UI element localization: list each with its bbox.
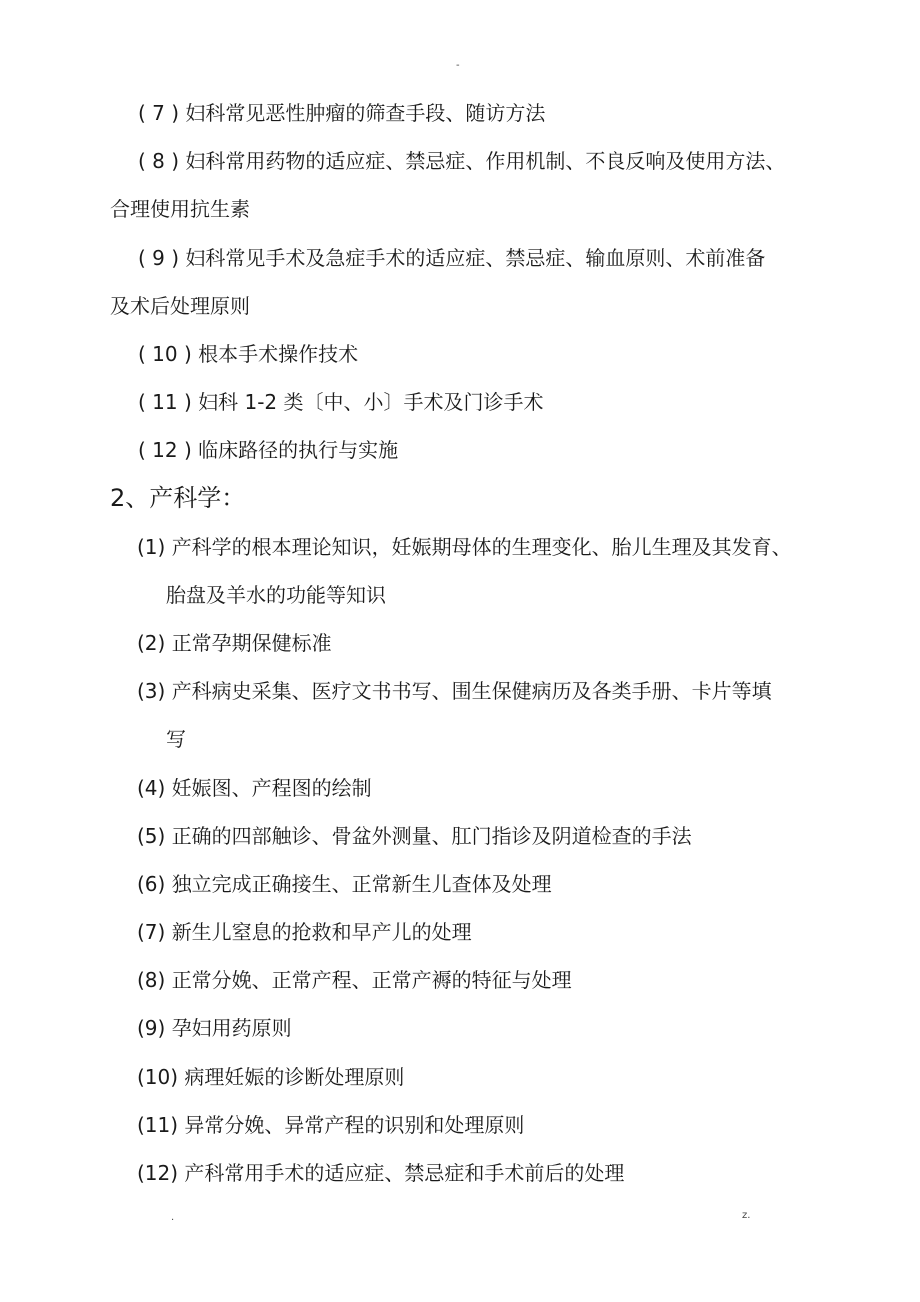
gyn-item-9: ( 9 ) 妇科常见手术及急症手术的适应症、禁忌症、输血原则、术前准备 — [138, 246, 766, 270]
gyn-item-11: ( 11 ) 妇科 1-2 类〔中、小〕手术及门诊手术 — [138, 390, 544, 414]
obs-item-3: (3) 产科病史采集、医疗文书书写、围生保健病历及各类手册、卡片等填 — [137, 679, 772, 703]
obs-item-9: (9) 孕妇用药原则 — [137, 1016, 292, 1040]
gyn-item-8: ( 8 ) 妇科常用药物的适应症、禁忌症、作用机制、不良反响及使用方法、 — [138, 149, 786, 173]
footer-left-mark: . — [171, 1212, 175, 1223]
gyn-item-8-cont: 合理使用抗生素 — [110, 197, 250, 221]
footer-right-mark: z. — [742, 1210, 751, 1221]
gyn-item-7: ( 7 ) 妇科常见恶性肿瘤的筛查手段、随访方法 — [138, 101, 546, 125]
obs-item-11: (11) 异常分娩、异常产程的识别和处理原则 — [137, 1113, 525, 1137]
obs-item-5: (5) 正确的四部触诊、骨盆外测量、肛门指诊及阴道检查的手法 — [137, 824, 692, 848]
obstetrics-heading: 2、产科学： — [110, 484, 246, 512]
gyn-item-10: ( 10 ) 根本手术操作技术 — [138, 342, 359, 366]
obs-item-8: (8) 正常分娩、正常产程、正常产褥的特征与处理 — [137, 968, 572, 992]
obs-item-10: (10) 病理妊娠的诊断处理原则 — [137, 1065, 405, 1089]
gyn-item-12: ( 12 ) 临床路径的执行与实施 — [138, 438, 399, 462]
obs-item-4: (4) 妊娠图、产程图的绘制 — [137, 776, 372, 800]
obs-item-1-cont: 胎盘及羊水的功能等知识 — [166, 583, 386, 607]
header-mark: - — [456, 60, 460, 71]
obs-item-1: (1) 产科学的根本理论知识，妊娠期母体的生理变化、胎儿生理及其发育、 — [137, 535, 792, 559]
obs-item-2: (2) 正常孕期保健标准 — [137, 631, 332, 655]
obs-item-6: (6) 独立完成正确接生、正常新生儿查体及处理 — [137, 872, 552, 896]
obs-item-7: (7) 新生儿窒息的抢救和早产儿的处理 — [137, 920, 472, 944]
obs-item-3-cont: 写 — [166, 727, 186, 751]
gyn-item-9-cont: 及术后处理原则 — [110, 294, 250, 318]
obs-item-12: (12) 产科常用手术的适应症、禁忌症和手术前后的处理 — [137, 1161, 625, 1185]
